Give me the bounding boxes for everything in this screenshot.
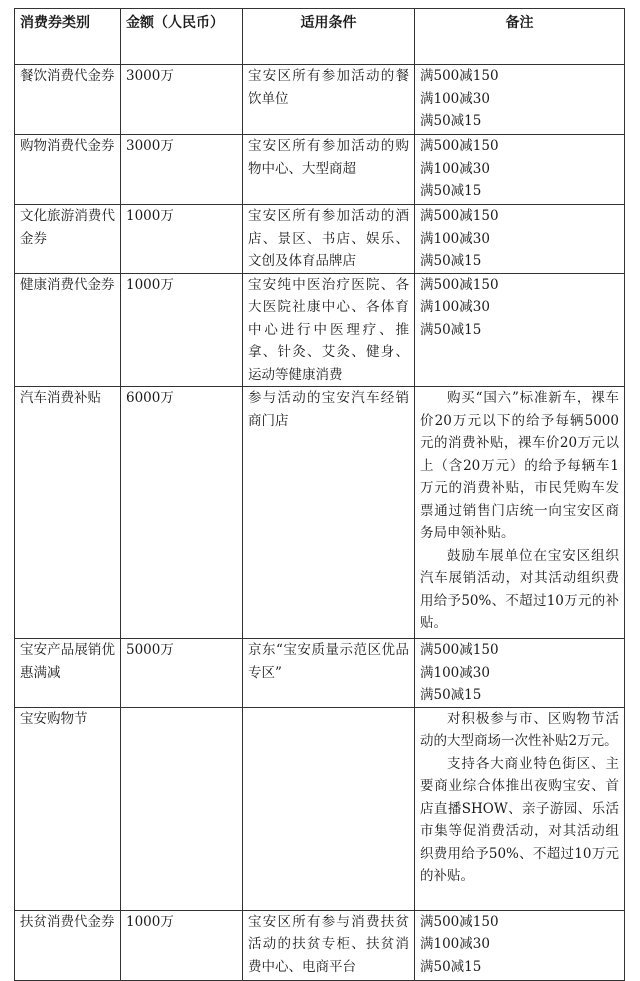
cell-remarks (415, 387, 625, 639)
remark-line: 满50减15 (420, 183, 482, 199)
header-remarks: 备注 (415, 9, 625, 65)
cell-condition: 宝安区所有参加活动的餐饮单位 (243, 65, 415, 135)
cell-category: 文化旅游消费代金券 (15, 205, 121, 274)
remark-line: 满50减15 (420, 113, 482, 129)
cell-amount: 1000万 (121, 205, 243, 274)
table-row (15, 205, 625, 274)
remark-line: 满50减15 (420, 958, 482, 975)
cell-amount: 1000万 (121, 273, 243, 387)
voucher-table (14, 8, 625, 981)
cell-condition: 宝安区所有参加活动的酒店、景区、书店、娱乐、文创及体育品牌店 (243, 205, 415, 274)
table-row (15, 707, 625, 910)
remark-line: 满50减15 (420, 687, 482, 703)
cell-amount: 5000万 (121, 639, 243, 708)
cell-condition: 宝安区所有参与消费扶贫活动的扶贫专柜、扶贫消费中心、电商平台 (243, 910, 415, 980)
cell-remarks (415, 65, 625, 135)
cell-remarks (415, 205, 625, 274)
remark-line: 满100减30 (420, 664, 490, 681)
remark-line: 满500减150 (420, 138, 499, 154)
cell-category: 餐饮消费代金券 (15, 65, 121, 135)
table-header-row (15, 9, 625, 65)
remark-line: 满500减150 (420, 642, 499, 658)
cell-category: 购物消费代金券 (15, 135, 121, 205)
table-row (15, 387, 625, 639)
cell-remarks (415, 639, 625, 708)
table-row (15, 65, 625, 135)
remark-line: 满50减15 (420, 321, 482, 338)
remark-paragraph: 购买“国六”标准新车，裸车价20万元以下的给予每辆5000元的消费补贴，裸车价20万元以上（含20万元）的给予每辆车1万元的消费补贴，市民凭购车发票通过销售门店统一向宝安区商务局申领补贴。 (420, 390, 619, 541)
remark-line: 满500减150 (420, 208, 499, 224)
cell-category: 健康消费代金券 (15, 273, 121, 387)
table-row (15, 639, 625, 708)
cell-amount: 6000万 (121, 387, 243, 639)
remark-line: 满100减30 (420, 299, 490, 315)
cell-category: 宝安产品展销优惠满减 (15, 639, 121, 708)
table-row (15, 273, 625, 387)
remark-paragraph: 对积极参与市、区购物节活动的大型商场一次性补贴2万元。 (420, 710, 619, 749)
cell-category: 汽车消费补贴 (15, 387, 121, 639)
remark-paragraph: 鼓励车展单位在宝安区组织汽车展销活动，对其活动组织费用给予50%、不超过10万元的补贴。 (420, 547, 619, 631)
cell-remarks (415, 135, 625, 205)
cell-condition: 宝安纯中医治疗医院、各大医院社康中心、各体育中心进行中医理疗、推拿、针灸、艾灸、健身、运动等健康消费 (243, 273, 415, 387)
table-row (15, 910, 625, 980)
cell-remarks (415, 707, 625, 910)
cell-category: 宝安购物节 (15, 707, 121, 910)
header-category: 消费券类别 (15, 9, 121, 65)
header-amount: 金额（人民币） (121, 9, 243, 65)
cell-condition: 宝安区所有参加活动的购物中心、大型商超 (243, 135, 415, 205)
remark-line: 满100减30 (420, 230, 490, 247)
header-condition: 适用条件 (243, 9, 415, 65)
cell-category: 扶贫消费代金券 (15, 910, 121, 980)
remark-line: 满500减150 (420, 913, 499, 930)
remark-line: 满100减30 (420, 90, 490, 107)
remark-line: 满500减150 (420, 68, 499, 84)
table-row (15, 135, 625, 205)
remark-line: 满100减30 (420, 160, 490, 177)
cell-condition: 京东“宝安质量示范区优品专区” (243, 639, 415, 708)
cell-amount: 3000万 (121, 65, 243, 135)
remark-paragraph: 支持各大商业特色街区、主要商业综合体推出夜购宝安、首店直播SHOW、亲子游园、乐活市集等促消费活动，对其活动组织费用给予50%、不超过10万元的补贴。 (420, 755, 619, 884)
cell-remarks (415, 910, 625, 980)
remark-line: 满100减30 (420, 936, 490, 952)
cell-remarks (415, 273, 625, 387)
cell-condition (243, 707, 415, 910)
cell-amount (121, 707, 243, 910)
remark-line: 满50减15 (420, 253, 482, 269)
remark-line: 满500减150 (420, 276, 499, 293)
cell-amount: 1000万 (121, 910, 243, 980)
cell-condition: 参与活动的宝安汽车经销商门店 (243, 387, 415, 639)
cell-amount: 3000万 (121, 135, 243, 205)
